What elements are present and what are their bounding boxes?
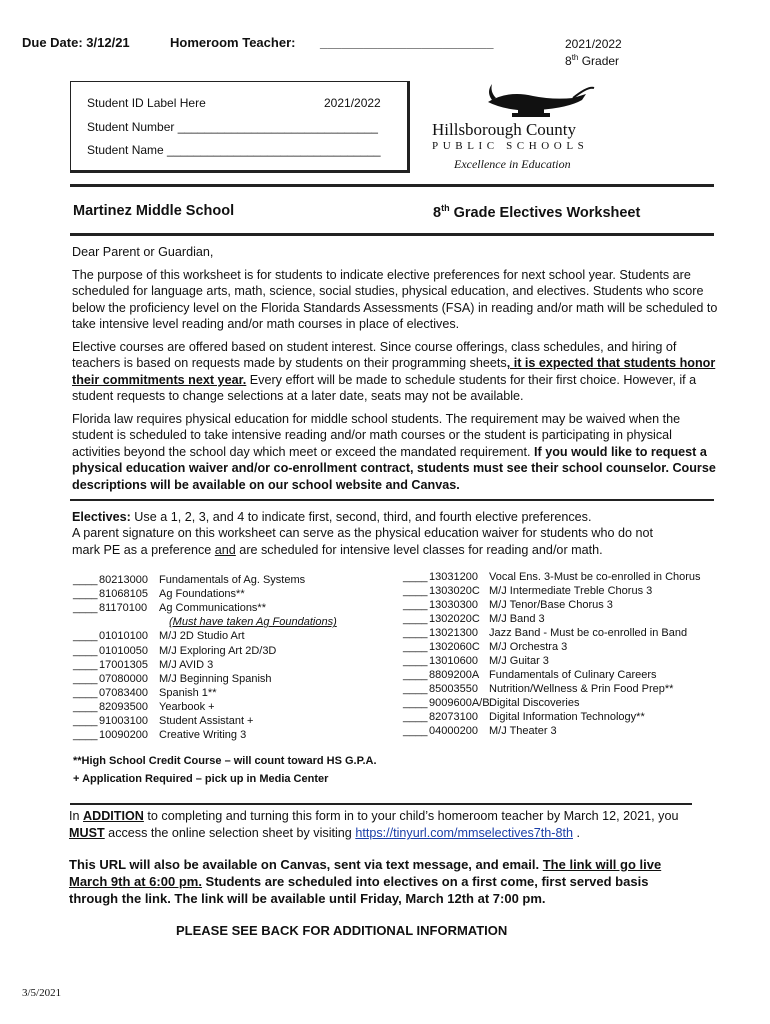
course-code: 07083400 bbox=[99, 686, 148, 699]
course-row bbox=[403, 711, 645, 723]
course-code: 1302020C bbox=[429, 613, 480, 625]
course-code: 85003550 bbox=[429, 683, 478, 695]
course-code: 04000200 bbox=[429, 725, 478, 737]
electives-line-3a: mark PE as a preference bbox=[72, 542, 215, 557]
title-bottom-rule bbox=[70, 233, 714, 236]
course-row bbox=[73, 616, 337, 628]
course-name: Student Assistant + bbox=[159, 715, 254, 727]
electives-line-1: Use a 1, 2, 3, and 4 to indicate first, second, third, and fourth elective preferences. bbox=[130, 510, 592, 524]
course-name: M/J Beginning Spanish bbox=[159, 672, 272, 685]
preference-blank[interactable]: ____ bbox=[73, 686, 98, 699]
student-label-box bbox=[70, 81, 410, 173]
course-code: 9009600A/B bbox=[429, 697, 490, 709]
course-row bbox=[403, 571, 701, 583]
paragraph-3-text-a: Florida law requires physical education for middle school students. The requirement may be waived when the student is scheduled to take intensive reading and/or math courses or the student is participating in physical activities beyond the school day which meet or exceed the mandated requirement. bbox=[72, 412, 681, 459]
preference-blank[interactable]: ____ bbox=[73, 700, 98, 713]
electives-instructions bbox=[72, 509, 722, 558]
preference-blank[interactable]: ____ bbox=[403, 627, 428, 639]
course-row bbox=[403, 697, 579, 709]
course-row bbox=[403, 725, 557, 737]
school-name: Martinez Middle School bbox=[73, 203, 235, 219]
course-code: 13031200 bbox=[429, 571, 478, 583]
student-name-field[interactable]: Student Name ________________________________ bbox=[87, 143, 381, 157]
grade-suffix: th bbox=[571, 53, 579, 62]
paragraph-2-text-c: Every effort will be made to schedule students for their first choice. However, if a student requests to change selections at a later date, seats may not be available. bbox=[72, 372, 697, 404]
addition-rule bbox=[70, 803, 692, 805]
logo-line2: PUBLIC SCHOOLS bbox=[432, 140, 589, 152]
course-code: 81170100 bbox=[99, 602, 148, 615]
title-top-rule bbox=[70, 184, 714, 187]
course-code: 80213000 bbox=[99, 574, 148, 586]
course-code: 82073100 bbox=[429, 711, 478, 723]
course-row bbox=[73, 574, 305, 586]
course-name: M/J Intermediate Treble Chorus 3 bbox=[489, 585, 653, 597]
course-row bbox=[73, 701, 215, 713]
logo-line1: Hillsborough County bbox=[432, 120, 577, 139]
electives-rule bbox=[70, 499, 714, 501]
header-year: 2021/2022 bbox=[565, 37, 622, 51]
url-note-text-1: This URL will also be available on Canvas, sent via text message, and email. bbox=[69, 857, 543, 872]
electives-line-3-and: and bbox=[214, 542, 236, 557]
course-name: M/J Band 3 bbox=[489, 613, 545, 625]
letter-paragraph-1 bbox=[72, 267, 722, 333]
course-name: Nutrition/Wellness & Prin Food Prep** bbox=[489, 683, 674, 695]
preference-blank[interactable]: ____ bbox=[403, 585, 428, 597]
paragraph-2-emphasis: , it is expected that students honor their commitments next year. bbox=[72, 356, 716, 387]
grade-number: 8 bbox=[565, 54, 572, 68]
preference-blank[interactable]: ____ bbox=[73, 644, 98, 657]
see-back-notice: PLEASE SEE BACK FOR ADDITIONAL INFORMATION bbox=[176, 923, 508, 938]
note-hs-credit: **High School Credit Course – will count toward HS G.P.A. bbox=[73, 755, 377, 767]
url-availability-note bbox=[69, 856, 699, 907]
course-code: 01010100 bbox=[99, 630, 148, 643]
course-name: Digital Discoveries bbox=[489, 697, 580, 709]
preference-blank[interactable]: ____ bbox=[403, 613, 428, 625]
preference-blank[interactable]: ____ bbox=[403, 599, 428, 611]
student-number-field[interactable]: Student Number ______________________________ bbox=[87, 120, 378, 134]
course-code: 82093500 bbox=[99, 700, 148, 713]
course-name: Creative Writing 3 bbox=[159, 729, 247, 742]
preference-blank[interactable]: ____ bbox=[73, 672, 98, 685]
electives-line-2: A parent signature on this worksheet can serve as the physical education waiver for students who do not bbox=[72, 526, 654, 541]
preference-blank[interactable]: ____ bbox=[73, 630, 98, 643]
preference-blank[interactable]: ____ bbox=[403, 669, 428, 681]
course-code: 1303020C bbox=[429, 585, 480, 597]
addition-text-5: access the online selection sheet by visiting bbox=[104, 826, 356, 840]
course-name: M/J Tenor/Base Chorus 3 bbox=[489, 599, 613, 611]
course-row bbox=[403, 585, 652, 597]
course-name: M/J Orchestra 3 bbox=[489, 641, 568, 653]
logo-line3: Excellence in Education bbox=[454, 157, 571, 171]
course-name: M/J 2D Studio Art bbox=[159, 630, 245, 643]
course-row bbox=[403, 641, 567, 653]
preference-blank[interactable]: ____ bbox=[73, 715, 98, 727]
course-code: 81068105 bbox=[99, 588, 148, 601]
course-name: M/J Theater 3 bbox=[489, 725, 557, 737]
worksheet-grade-number: 8 bbox=[433, 204, 442, 221]
course-name: Jazz Band - Must be co-enrolled in Band bbox=[489, 627, 688, 639]
preference-blank[interactable]: ____ bbox=[403, 725, 428, 737]
course-name: Digital Information Technology** bbox=[489, 711, 645, 723]
course-row bbox=[73, 645, 276, 657]
letter-greeting bbox=[72, 244, 722, 260]
course-name: Ag Foundations** bbox=[159, 588, 245, 601]
course-row bbox=[73, 687, 217, 699]
preference-blank[interactable]: ____ bbox=[403, 697, 428, 709]
course-code: 13010600 bbox=[429, 655, 478, 667]
due-date: Due Date: 3/12/21 bbox=[22, 35, 130, 50]
preference-blank[interactable]: ____ bbox=[73, 658, 98, 671]
course-name: M/J AVID 3 bbox=[159, 658, 214, 671]
preference-blank[interactable]: ____ bbox=[403, 683, 428, 695]
url-note-text-3: Students are scheduled into electives on a first come, first served basis through the link. The link will be available until Friday, March 12th at 7:00 pm. bbox=[69, 874, 649, 906]
course-row bbox=[73, 588, 245, 600]
footer-date: 3/5/2021 bbox=[22, 987, 62, 999]
paragraph-2-text-a: Elective courses are offered based on student interest. Since course offerings, class schedules, and hiring of teachers is based on requests made by students on their programming sheets bbox=[72, 340, 677, 371]
course-code: 01010050 bbox=[99, 644, 148, 657]
addition-emphasis: ADDITION bbox=[83, 809, 144, 823]
homeroom-teacher-field[interactable]: ________________________ bbox=[320, 35, 494, 50]
course-name: M/J Exploring Art 2D/3D bbox=[159, 644, 277, 657]
paragraph-3-emphasis: If you would like to request a physical education waiver and/or co-enrollment contract, students must see their school counselor. Course descriptions will be available on our school website and Canvas. bbox=[72, 444, 716, 492]
course-code: 13021300 bbox=[429, 627, 478, 639]
course-name: Vocal Ens. 3-Must be co-enrolled in Chorus bbox=[489, 571, 701, 583]
preference-blank[interactable]: ____ bbox=[73, 729, 98, 742]
preference-blank[interactable]: ____ bbox=[403, 641, 428, 653]
note-application: + Application Required – pick up in Media Center bbox=[73, 773, 329, 785]
greeting-text: Dear Parent or Guardian, bbox=[72, 245, 214, 259]
course-row bbox=[403, 627, 687, 639]
addition-paragraph bbox=[69, 808, 709, 842]
letter-paragraph-2 bbox=[72, 339, 722, 405]
course-row bbox=[403, 613, 545, 625]
url-note-golive: The link will go live March 9th at 6:00 pm. bbox=[69, 857, 662, 889]
header-grade bbox=[565, 53, 619, 68]
course-name: Fundamentals of Ag. Systems bbox=[159, 574, 306, 586]
addition-text-6: . bbox=[572, 826, 580, 840]
label-box-year: 2021/2022 bbox=[324, 96, 381, 110]
course-row bbox=[403, 669, 657, 681]
course-row bbox=[403, 683, 673, 695]
preference-blank[interactable]: ____ bbox=[403, 571, 428, 583]
electives-line-3b: are scheduled for intensive level classes for reading and/or math. bbox=[235, 542, 603, 557]
course-code: 07080000 bbox=[99, 672, 148, 685]
course-row bbox=[73, 630, 245, 642]
paragraph-1-text: The purpose of this worksheet is for students to indicate elective preferences for next school year. Students are scheduled for language arts, math, science, social studies, physical education, and electives. Students who score below the proficiency level on the Florida Standards Assessments (FSA) in reading and/or math will be scheduled to take intensive level reading and/or math courses in place of electives. bbox=[72, 268, 718, 332]
addition-text-1: In bbox=[69, 809, 84, 823]
worksheet-grade-suffix: th bbox=[441, 203, 450, 213]
worksheet-title bbox=[433, 203, 640, 221]
worksheet-title-text: Grade Electives Worksheet bbox=[453, 204, 641, 221]
lamp-icon bbox=[478, 80, 598, 118]
course-row bbox=[73, 715, 253, 727]
course-row bbox=[403, 655, 549, 667]
course-row bbox=[403, 599, 613, 611]
course-row bbox=[73, 602, 266, 614]
must-emphasis: MUST bbox=[69, 826, 105, 840]
preference-blank[interactable]: ____ bbox=[403, 655, 428, 667]
student-id-label: Student ID Label Here bbox=[87, 96, 206, 110]
course-name: Spanish 1** bbox=[159, 686, 217, 699]
course-code: 1302060C bbox=[429, 641, 480, 653]
course-code: 8809200A bbox=[429, 669, 480, 681]
district-logo bbox=[428, 80, 608, 176]
grade-word: Grader bbox=[581, 54, 620, 68]
course-code: 91003100 bbox=[99, 715, 148, 727]
addition-text-3: to completing and turning this form in to your child’s homeroom teacher by March 12, 2021, you bbox=[143, 809, 679, 823]
course-code: 10090200 bbox=[99, 729, 148, 742]
letter-paragraph-3 bbox=[72, 411, 722, 493]
preference-blank[interactable]: ____ bbox=[73, 588, 98, 601]
course-name: (Must have taken Ag Foundations) bbox=[169, 616, 337, 629]
course-row bbox=[73, 673, 272, 685]
course-name: Yearbook + bbox=[159, 700, 215, 713]
course-name: Ag Communications** bbox=[159, 602, 266, 615]
course-code: 17001305 bbox=[99, 658, 148, 671]
homeroom-teacher-label: Homeroom Teacher: bbox=[170, 35, 296, 50]
preference-blank[interactable]: ____ bbox=[73, 602, 98, 615]
preference-blank[interactable]: ____ bbox=[73, 574, 98, 586]
course-row bbox=[73, 729, 246, 741]
electives-label: Electives: bbox=[72, 510, 131, 524]
course-code: 13030300 bbox=[429, 599, 478, 611]
selection-sheet-link[interactable]: https://tinyurl.com/mmselectives7th-8th bbox=[355, 826, 573, 840]
course-name: Fundamentals of Culinary Careers bbox=[489, 669, 657, 681]
course-name: M/J Guitar 3 bbox=[489, 655, 549, 667]
course-row bbox=[73, 659, 213, 671]
preference-blank[interactable]: ____ bbox=[403, 711, 428, 723]
